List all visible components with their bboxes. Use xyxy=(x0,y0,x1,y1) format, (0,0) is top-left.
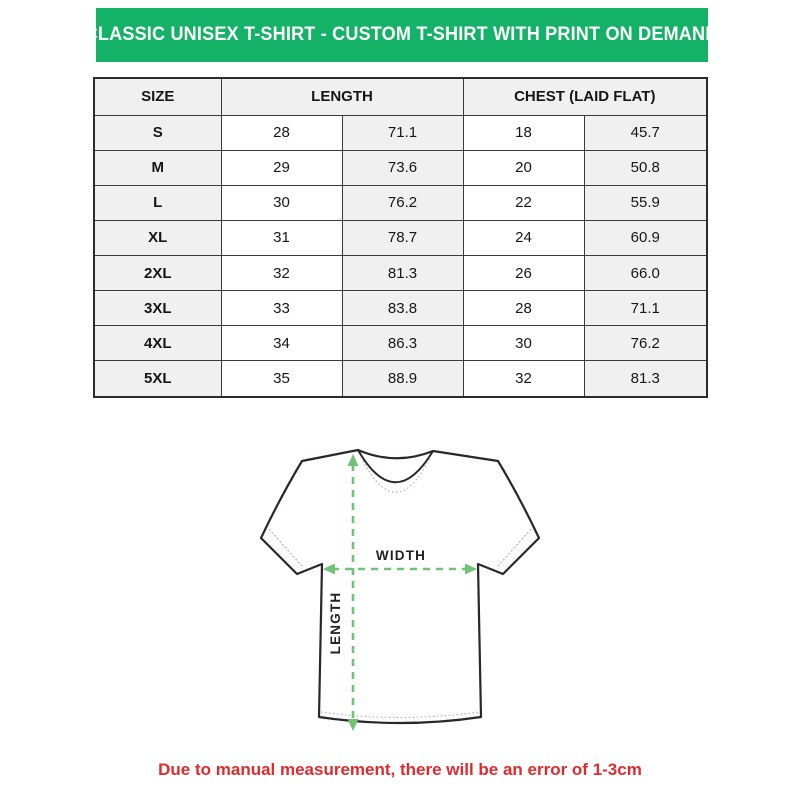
length-cm-cell: 78.7 xyxy=(342,220,463,255)
size-chart xyxy=(93,77,706,398)
chest-cm-cell: 71.1 xyxy=(584,291,707,326)
size-cell: L xyxy=(94,185,221,220)
chest-cm-cell: 81.3 xyxy=(584,361,707,397)
chest-in-cell: 30 xyxy=(463,326,584,361)
size-cell: 2XL xyxy=(94,256,221,291)
length-label: LENGTH xyxy=(328,591,343,655)
length-in-cell: 28 xyxy=(221,115,342,150)
length-in-cell: 31 xyxy=(221,220,342,255)
size-cell: 4XL xyxy=(94,326,221,361)
size-cell: XL xyxy=(94,220,221,255)
length-in-cell: 33 xyxy=(221,291,342,326)
header-size: SIZE xyxy=(94,78,221,115)
length-in-cell: 29 xyxy=(221,150,342,185)
chest-cm-cell: 60.9 xyxy=(584,220,707,255)
table-row xyxy=(94,220,707,255)
chest-cm-cell: 50.8 xyxy=(584,150,707,185)
table-row xyxy=(94,291,707,326)
size-cell: S xyxy=(94,115,221,150)
chest-in-cell: 26 xyxy=(463,256,584,291)
length-cm-cell: 88.9 xyxy=(342,361,463,397)
chest-cm-cell: 66.0 xyxy=(584,256,707,291)
chest-in-cell: 28 xyxy=(463,291,584,326)
chest-in-cell: 24 xyxy=(463,220,584,255)
tshirt-diagram xyxy=(240,425,560,755)
chest-cm-cell: 55.9 xyxy=(584,185,707,220)
table-row xyxy=(94,185,707,220)
header-length: LENGTH xyxy=(221,78,463,115)
length-cm-cell: 81.3 xyxy=(342,256,463,291)
tshirt-svg xyxy=(240,425,560,755)
length-in-cell: 35 xyxy=(221,361,342,397)
table-row xyxy=(94,361,707,397)
header-chest: CHEST (LAID FLAT) xyxy=(463,78,707,115)
length-cm-cell: 73.6 xyxy=(342,150,463,185)
chest-cm-cell: 45.7 xyxy=(584,115,707,150)
length-in-cell: 32 xyxy=(221,256,342,291)
length-cm-cell: 83.8 xyxy=(342,291,463,326)
table-row xyxy=(94,326,707,361)
measurement-note: Due to manual measurement, there will be an error of 1-3cm xyxy=(158,760,642,779)
table-header-row xyxy=(94,78,707,115)
size-cell: M xyxy=(94,150,221,185)
size-cell: 5XL xyxy=(94,361,221,397)
chest-in-cell: 32 xyxy=(463,361,584,397)
length-cm-cell: 76.2 xyxy=(342,185,463,220)
table-row xyxy=(94,115,707,150)
width-label: WIDTH xyxy=(375,548,427,563)
size-cell: 3XL xyxy=(94,291,221,326)
length-in-cell: 34 xyxy=(221,326,342,361)
length-cm-cell: 71.1 xyxy=(342,115,463,150)
table-row xyxy=(94,150,707,185)
table-row xyxy=(94,256,707,291)
chest-cm-cell: 76.2 xyxy=(584,326,707,361)
chest-in-cell: 18 xyxy=(463,115,584,150)
chest-in-cell: 20 xyxy=(463,150,584,185)
tshirt-outline xyxy=(261,450,539,723)
title-banner xyxy=(85,8,719,62)
page-title: CLASSIC UNISEX T-SHIRT - CUSTOM T-SHIRT WITH PRINT ON DEMAND xyxy=(85,24,719,45)
length-in-cell: 30 xyxy=(221,185,342,220)
size-table xyxy=(93,77,708,398)
chest-in-cell: 22 xyxy=(463,185,584,220)
length-cm-cell: 86.3 xyxy=(342,326,463,361)
